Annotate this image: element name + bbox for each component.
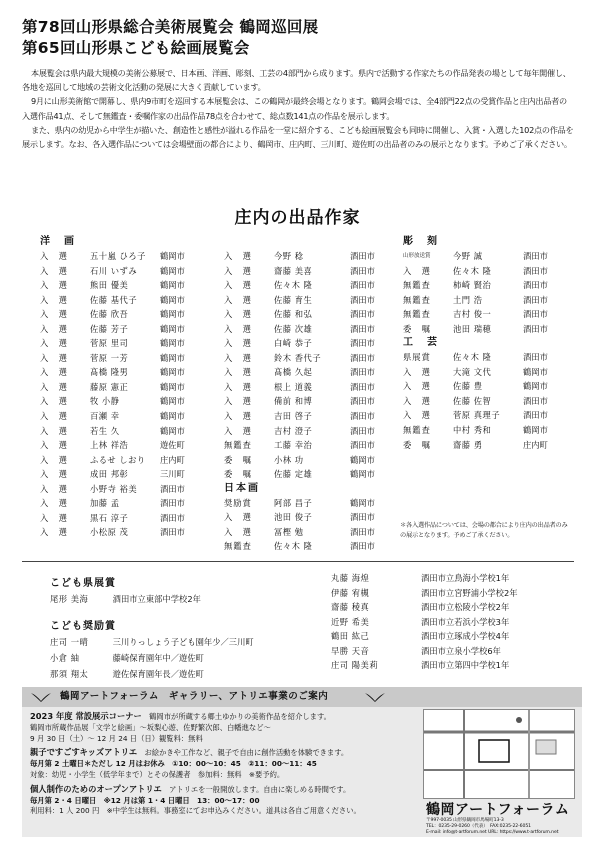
artist-row (40, 424, 200, 439)
address-line: 〒997-0035 山形県鶴岡市馬場町13-3 (426, 818, 504, 823)
artist-city: 酒田市 (160, 527, 185, 538)
artist-city: 酒田市 (350, 352, 375, 363)
artist-name: 佐藤 次雄 (274, 323, 313, 334)
artist-name: 藤原 憲正 (90, 381, 129, 392)
info-text: アトリエを一般開放します。自由に楽しめる時間です。 (169, 784, 351, 794)
award-label: 入 選 (40, 469, 68, 480)
artist-city: 鶴岡市 (523, 381, 548, 392)
artist-row (403, 293, 563, 308)
artist-row (224, 365, 390, 380)
artist-city: 鶴岡市 (160, 425, 185, 436)
kid-name: 伊藤 宥槻 (331, 587, 370, 598)
kid-name: 小倉 紬 (50, 653, 80, 663)
artist-row (403, 278, 563, 293)
artist-name: 土門 浩 (453, 294, 483, 305)
artist-row (224, 249, 390, 264)
intro-text (22, 66, 574, 151)
artist-row (403, 379, 563, 394)
kid-row (331, 586, 518, 601)
kids-encourage-list-right (331, 571, 518, 673)
artist-row (403, 249, 563, 264)
artist-city: 鶴岡市 (160, 381, 185, 392)
award-label: 入 選 (224, 411, 252, 422)
artist-name: 佐藤 芳子 (90, 323, 129, 334)
artist-city: 鶴岡市 (350, 497, 375, 508)
artist-row (403, 307, 563, 322)
artist-row (40, 322, 200, 337)
section-header: 日本画 (224, 482, 260, 494)
artist-city: 鶴岡市 (160, 265, 185, 276)
title-line-2: 第65回山形県こども絵画展覧会 (22, 39, 250, 57)
artist-row (224, 453, 390, 468)
kid-row (331, 644, 518, 659)
artist-row (40, 467, 200, 482)
artist-city: 酒田市 (160, 512, 185, 523)
award-label: 入 選 (403, 366, 431, 377)
artist-name: 熊田 優美 (90, 280, 129, 291)
award-label: 入 選 (40, 309, 68, 320)
artist-name: 佐々木 隆 (274, 280, 313, 291)
artist-row (40, 307, 200, 322)
artist-city: 酒田市 (523, 395, 548, 406)
artist-city: 酒田市 (523, 294, 548, 305)
kid-school: 酒田市立泉小学校6年 (421, 645, 501, 656)
award-label: 入 選 (40, 440, 68, 451)
artist-city: 鶴岡市 (160, 396, 185, 407)
award-label: 入 選 (224, 280, 252, 291)
kid-school: 酒田市立松陵小学校2年 (421, 602, 510, 613)
award-label: 入 選 (40, 527, 68, 538)
kid-name: 那須 翔太 (50, 669, 89, 679)
award-label: 入 選 (224, 381, 252, 392)
artist-name: 吉田 啓子 (274, 411, 313, 422)
kid-name: 齋藤 稜真 (331, 602, 370, 613)
kid-school: 酒田市立東部中学校2年 (112, 594, 201, 604)
column-sculpture-craft (403, 235, 563, 452)
artist-name: 若生 久 (90, 425, 120, 436)
award-label: 入 選 (403, 395, 431, 406)
artist-name: 髙橋 久起 (274, 367, 313, 378)
artist-row (40, 278, 200, 293)
award-label: 入 選 (40, 411, 68, 422)
award-label: 委 嘱 (403, 439, 431, 450)
artist-row (403, 394, 563, 409)
kids-encourage-row (50, 636, 254, 648)
artist-city: 鶴岡市 (350, 469, 375, 480)
kid-school: 三川りっしょう子ども園年少／三川町 (112, 637, 254, 647)
artist-row (403, 423, 563, 438)
artist-city: 酒田市 (523, 265, 548, 276)
award-label: 入 選 (403, 381, 431, 392)
kid-name: 鶴田 紘己 (331, 631, 370, 642)
artist-name: 佐々木 隆 (274, 541, 313, 552)
kid-school: 酒田市立宮野浦小学校2年 (421, 587, 518, 598)
artist-city: 鶴岡市 (160, 352, 185, 363)
artist-row (224, 394, 390, 409)
award-label: 入 選 (224, 323, 252, 334)
kid-row (331, 615, 518, 630)
artist-city: 酒田市 (350, 265, 375, 276)
intro-paragraph: 9月に山形美術館で開幕し、県内9市町を巡回する本展覧会は、この鶴岡が最終会場となります。鶴岡会場では、全4部門22点の受賞作品と庄内出品者の入選作品41点、そして無鑑査・委嘱作家の出品作品78点を合わせて、総点数141点の作品を展示します。 (22, 96, 567, 121)
artist-name: 牧 小静 (90, 396, 120, 407)
award-label: 入 選 (40, 483, 68, 494)
artist-row (224, 539, 390, 554)
artist-city: 酒田市 (350, 512, 375, 523)
artist-name: 阿部 昌子 (274, 497, 313, 508)
kid-name: 近野 希美 (331, 616, 370, 627)
art-forum-bar: 鶴岡アートフォーラム ギャラリー、アトリエ事業のご案内 (22, 687, 582, 707)
info-text: お絵かきや工作など、親子で自由に創作活動を体験できます。 (144, 748, 349, 758)
artist-name: 鈴木 香代子 (274, 352, 322, 363)
artist-row (40, 365, 200, 380)
artist-row (403, 322, 563, 337)
artist-row (40, 351, 200, 366)
info-line: 毎月第 2 土曜日＊ただし 12 月はお休み ①10：00～10：45 ②11：00～11：45 (30, 759, 317, 769)
award-label: 無鑑査 (224, 440, 252, 451)
artist-row (224, 380, 390, 395)
award-label: 入 選 (224, 309, 252, 320)
artist-city: 鶴岡市 (523, 425, 548, 436)
artist-city: 酒田市 (350, 367, 375, 378)
award-label: 山形放送賞 (403, 253, 431, 259)
kid-school: 遊佐保育園年長／遊佐町 (112, 669, 204, 679)
artist-name: 髙橋 隆男 (90, 367, 129, 378)
artist-row (403, 350, 563, 365)
artist-row (40, 496, 200, 511)
award-label: 入 選 (40, 396, 68, 407)
artist-city: 酒田市 (350, 411, 375, 422)
kid-name: 庄司 一晴 (50, 637, 89, 647)
artist-city: 鶴岡市 (160, 280, 185, 291)
address-line: TEL：0235-29-0260（代表） FAX:0235-22-6051 (426, 824, 531, 829)
artist-city: 酒田市 (523, 280, 548, 291)
artist-city: 庄内町 (160, 454, 185, 465)
artist-name: 加藤 孟 (90, 498, 120, 509)
kid-school: 酒田市立鳥海小学校1年 (421, 573, 510, 583)
award-label: 入 選 (40, 251, 68, 261)
kid-school: 酒田市立若浜小学校3年 (421, 616, 510, 627)
artist-name: 池田 瑞穂 (453, 323, 492, 334)
info-line: 利用料：1 人 200 円 ※中学生は無料。事務室にてお申込みください。道具は各自ご用意ください。 (30, 806, 361, 816)
artist-row (40, 380, 200, 395)
artist-name: 工藤 幸治 (274, 440, 313, 451)
artist-row (224, 322, 390, 337)
artist-row (403, 408, 563, 423)
artist-name: 齋藤 美喜 (274, 265, 313, 276)
kid-school: 酒田市立琢成小学校4年 (421, 631, 510, 642)
info-heading: 個人制作のためのオープンアトリエ (30, 783, 162, 794)
award-label: 入 選 (40, 498, 68, 509)
kids-encourage-row (50, 668, 204, 680)
award-label: 入 選 (40, 265, 68, 276)
artist-name: 小林 功 (274, 454, 304, 465)
kid-school: 酒田市立第四中学校1年 (421, 660, 510, 671)
section-header: 彫 刻 (403, 236, 439, 247)
artist-name: 佐藤 和弘 (274, 309, 313, 320)
artist-name: 柿崎 賢治 (453, 280, 492, 291)
artist-row (40, 525, 200, 540)
artist-row (403, 438, 563, 453)
artist-row (224, 496, 390, 511)
award-label: 委 嘱 (224, 469, 252, 480)
artist-name: 小松原 茂 (90, 527, 129, 538)
artist-city: 鶴岡市 (160, 367, 185, 378)
artist-city: 酒田市 (523, 251, 548, 261)
artist-row (40, 482, 200, 497)
award-label: 無鑑査 (403, 294, 431, 305)
kid-row (331, 658, 518, 673)
artist-name: 菅原 真理子 (453, 410, 501, 421)
artist-name: 白崎 恭子 (274, 338, 313, 349)
location-map (423, 709, 575, 799)
info-line: 毎月第 2・4 日曜日 ※12 月は第 1・4 日曜日 13：00～17：00 (30, 795, 260, 805)
kids-award-heading: こども県展賞 (50, 578, 116, 589)
address-line: E-mail: info@t-artforum.net URL: https://www.t-artforum.net (426, 830, 559, 835)
artist-row (224, 307, 390, 322)
award-label: 無鑑査 (403, 280, 431, 291)
artist-name: 佐藤 欣吾 (90, 309, 129, 320)
artist-city: 酒田市 (350, 294, 375, 305)
artist-name: 百瀬 幸 (90, 411, 120, 422)
artist-city: 酒田市 (523, 352, 548, 363)
artist-city: 酒田市 (523, 410, 548, 421)
artist-row (224, 525, 390, 540)
artist-city: 三川町 (160, 469, 185, 480)
award-label: 入 選 (224, 352, 252, 363)
artist-city: 酒田市 (350, 381, 375, 392)
artist-name: 小野寺 裕美 (90, 483, 138, 494)
award-label: 入 選 (40, 294, 68, 305)
artist-city: 鶴岡市 (160, 251, 185, 261)
artist-name: 佐藤 育生 (274, 294, 313, 305)
kids-encourage-heading: こども奨励賞 (50, 621, 116, 632)
contact-info (426, 818, 576, 836)
artist-city: 鶴岡市 (160, 411, 185, 422)
artist-name: 今野 誠 (453, 251, 483, 261)
bird-icon (364, 691, 386, 706)
artist-city: 酒田市 (350, 338, 375, 349)
award-label: 入 選 (224, 265, 252, 276)
award-label: 入 選 (224, 367, 252, 378)
artist-name: 大滝 文代 (453, 366, 492, 377)
artist-row (40, 511, 200, 526)
award-label: 入 選 (224, 251, 252, 261)
award-label: 入 選 (40, 323, 68, 334)
award-label: 入 選 (224, 512, 252, 523)
artist-city: 酒田市 (350, 323, 375, 334)
artist-city: 鶴岡市 (160, 309, 185, 320)
intro-paragraph: また、県内の幼児から中学生が描いた、創造性と感性が溢れる作品を一堂に紹介する、こども絵画展覧会も同時に開催し、入賞・入選した102点の作品を展示します。なお、各入選作品については会場壁面の都合により、鶴岡市、庄内町、三川町、遊佐町の出品者のみの展示となります。予めご了承ください。 (22, 124, 574, 150)
artist-row (224, 278, 390, 293)
kid-name: 早勝 天音 (331, 645, 370, 656)
kid-row (331, 629, 518, 644)
artist-row (403, 365, 563, 380)
artist-city: 酒田市 (160, 483, 185, 494)
award-label: 無鑑査 (403, 425, 431, 436)
info-heading: 2023 年度 常設展示コーナー (30, 711, 142, 721)
artist-row (403, 264, 563, 279)
artist-row (224, 336, 390, 351)
award-label: 入 選 (40, 381, 68, 392)
award-label: 入 選 (40, 338, 68, 349)
artist-city: 酒田市 (350, 396, 375, 407)
exhibit-note: ＊各入選作品については、会場の都合により庄内の出品者のみの展示となります。予めご了承ください。 (400, 522, 568, 539)
award-label: 入 選 (224, 338, 252, 349)
award-label: 入 選 (224, 425, 252, 436)
info-line: 対象：幼児・小学生（低学年まで）とその保護者 参加料：無料 ※要予約。 (30, 769, 285, 779)
art-forum-logo: 鶴岡アートフォーラム (426, 802, 570, 818)
artist-name: 吉村 俊一 (453, 309, 492, 320)
title-line-1: 第78回山形県総合美術展覧会 鶴岡巡回展 (22, 18, 319, 36)
artist-row (224, 351, 390, 366)
award-label: 入 選 (403, 410, 431, 421)
info-line: 鶴岡市所蔵作品展「文学と絵画」～坂梨心遊、佐野繁次郎、白幡進など～ (30, 722, 271, 732)
bird-icon (30, 691, 52, 706)
artist-city: 酒田市 (350, 251, 375, 261)
artist-name: 五十嵐 ひろ子 (90, 251, 146, 261)
artist-city: 酒田市 (350, 440, 375, 451)
artist-row (40, 249, 200, 264)
artist-name: ふるせ しおり (90, 454, 146, 465)
artist-name: 冨樫 勉 (274, 526, 304, 537)
section-header: 洋 画 (40, 236, 76, 247)
info-text: 鶴岡市が所蔵する郷土ゆかりの美術作品を紹介します。 (149, 712, 331, 721)
art-forum-info (30, 711, 430, 817)
award-label: 入 選 (40, 454, 68, 465)
info-heading: 親子ですごすキッズアトリエ (30, 747, 138, 758)
artist-row (224, 424, 390, 439)
artist-city: 庄内町 (523, 439, 548, 450)
artist-city: 鶴岡市 (350, 454, 375, 465)
intro-paragraph: 本展覧会は県内最大規模の美術公募展で、日本画、洋画、彫刻、工芸の4部門から成ります。県内で活動する作家たちの作品発表の場として毎年開催し、各地を巡回して地域の芸術文化活動の発展に大きく貢献しています。 (22, 68, 571, 93)
artist-city: 酒田市 (350, 541, 375, 552)
column-western-painting-cont (224, 249, 390, 554)
artist-name: 齋藤 勇 (453, 439, 483, 450)
artist-city: 鶴岡市 (160, 338, 185, 349)
artist-name: 池田 俊子 (274, 512, 313, 523)
kid-row (331, 571, 518, 586)
kids-encourage-row (50, 652, 204, 664)
award-label: 入 選 (40, 512, 68, 523)
kids-award-row (50, 593, 201, 605)
artist-name: 中村 秀和 (453, 425, 492, 436)
artist-city: 鶴岡市 (160, 294, 185, 305)
artist-row (224, 438, 390, 453)
artist-city: 酒田市 (350, 280, 375, 291)
artist-city: 酒田市 (160, 498, 185, 509)
artist-name: 佐藤 豊 (453, 381, 483, 392)
artist-city: 酒田市 (523, 309, 548, 320)
award-label: 入 選 (40, 352, 68, 363)
award-label: 県展賞 (403, 352, 431, 363)
artist-row (224, 467, 390, 482)
section-header: 工 芸 (403, 337, 439, 349)
award-label: 無鑑査 (403, 309, 431, 320)
artist-name: 黒石 淳子 (90, 512, 129, 523)
divider (22, 561, 574, 562)
artist-row (40, 264, 200, 279)
artist-city: 鶴岡市 (160, 323, 185, 334)
artist-row (224, 264, 390, 279)
artist-row (40, 438, 200, 453)
artist-name: 佐藤 定雄 (274, 469, 313, 480)
artist-name: 菅原 一芳 (90, 352, 129, 363)
artist-city: 酒田市 (350, 309, 375, 320)
artist-name: 今野 稔 (274, 251, 304, 261)
artist-name: 備前 和博 (274, 396, 313, 407)
column-western-painting (40, 235, 200, 540)
artist-city: 酒田市 (523, 323, 548, 334)
kid-school: 藤崎保育園年中／遊佐町 (112, 653, 204, 663)
artist-name: 根上 道義 (274, 381, 313, 392)
kid-name: 丸藤 海煌 (331, 573, 370, 583)
artists-heading: 庄内の出品作家 (234, 208, 361, 228)
award-label: 入 選 (40, 425, 68, 436)
kid-name: 庄司 陽美莉 (331, 660, 379, 671)
artist-row (40, 394, 200, 409)
award-label: 委 嘱 (224, 454, 252, 465)
award-label: 入 選 (403, 265, 431, 276)
artist-row (40, 336, 200, 351)
award-label: 入 選 (40, 280, 68, 291)
artist-name: 成田 邦彰 (90, 469, 129, 480)
artist-name: 石川 いずみ (90, 265, 138, 276)
artist-name: 佐藤 基代子 (90, 294, 138, 305)
artist-row (224, 293, 390, 308)
artist-row (40, 409, 200, 424)
artist-row (40, 453, 200, 468)
artist-city: 酒田市 (350, 526, 375, 537)
artist-row (224, 510, 390, 525)
artist-name: 佐々木 隆 (453, 352, 492, 363)
award-label: 無鑑査 (224, 541, 252, 552)
artist-city: 遊佐町 (160, 440, 185, 451)
artist-name: 吉村 澄子 (274, 425, 313, 436)
artist-city: 鶴岡市 (523, 366, 548, 377)
artist-row (40, 293, 200, 308)
info-line: 9 月 30 日（土）～ 12 月 24 日（日）観覧料：無料 (30, 733, 203, 743)
award-label: 委 嘱 (403, 323, 431, 334)
kid-name: 尾形 美海 (50, 594, 89, 604)
artist-row (224, 409, 390, 424)
award-label: 入 選 (224, 294, 252, 305)
artist-name: 佐々木 隆 (453, 265, 492, 276)
artist-name: 菅原 里司 (90, 338, 129, 349)
artist-name: 上林 祥浩 (90, 440, 129, 451)
award-label: 入 選 (40, 367, 68, 378)
award-label: 奨励賞 (224, 497, 252, 508)
artist-city: 酒田市 (350, 425, 375, 436)
award-label: 入 選 (224, 526, 252, 537)
artist-name: 佐藤 佐智 (453, 395, 492, 406)
kid-row (331, 600, 518, 615)
award-label: 入 選 (224, 396, 252, 407)
